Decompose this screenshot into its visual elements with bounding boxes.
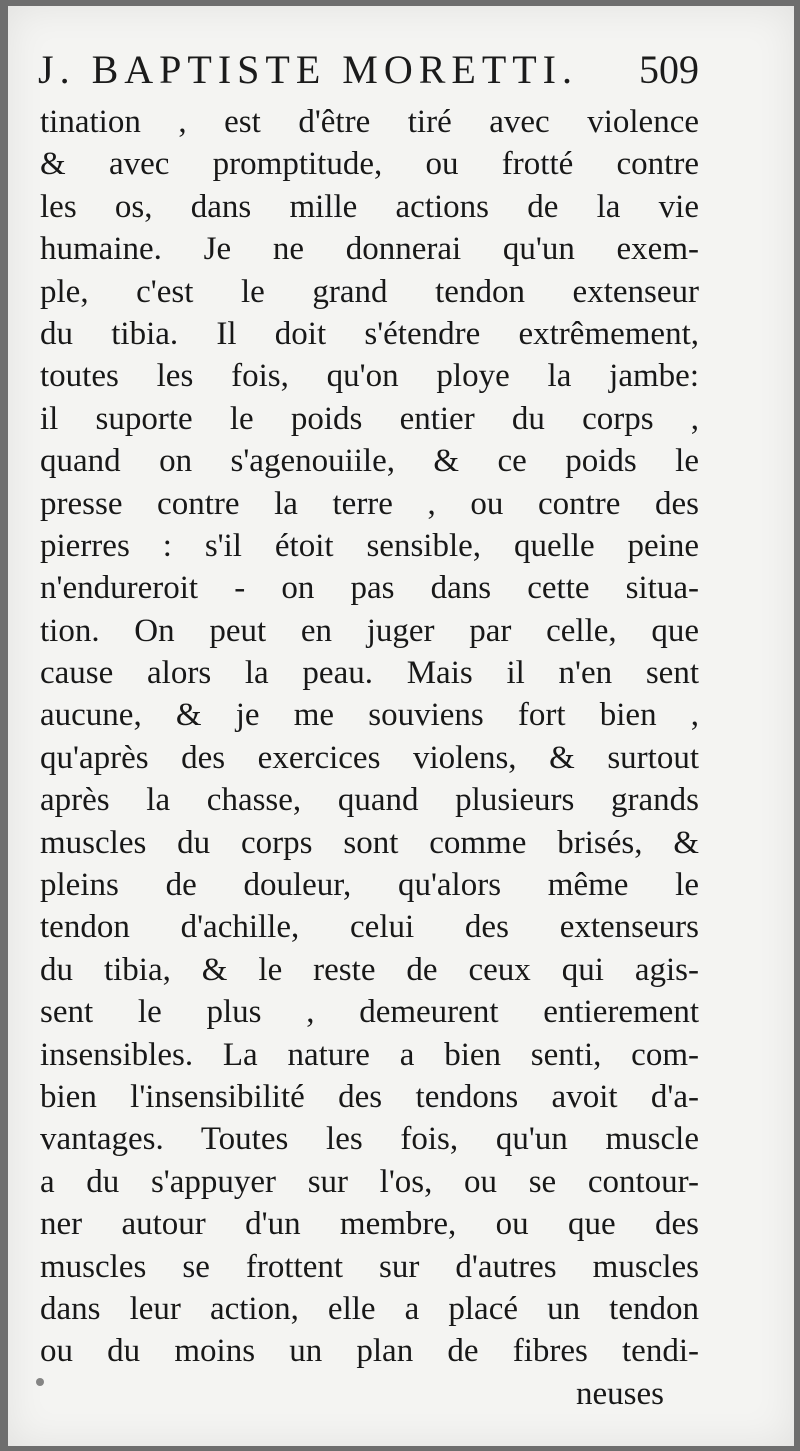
text-line: insensibles. La nature a bien senti, com- [40, 1036, 699, 1073]
text-line: presse contre la terre , ou contre des [40, 485, 699, 522]
text-line: tendon d'achille, celui des extenseurs [40, 909, 699, 946]
text-line: n'endureroit - on pas dans cette situa- [40, 570, 699, 607]
text-line: il suporte le poids entier du corps , [40, 400, 699, 437]
book-page [8, 6, 794, 1446]
text-line: vantages. Toutes les fois, qu'un muscle [40, 1121, 699, 1158]
text-line: du tibia, & le reste de ceux qui agis- [40, 951, 699, 988]
text-line: les os, dans mille actions de la vie [40, 188, 699, 225]
text-line: cause alors la peau. Mais il n'en sent [40, 655, 699, 692]
running-title: J. BAPTISTE MORETTI. [38, 47, 578, 92]
text-line: pierres : s'il étoit sensible, quelle peine [40, 527, 699, 564]
text-line: bien l'insensibilité des tendons avoit d'a- [40, 1078, 699, 1115]
text-line: après la chasse, quand plusieurs grands [40, 782, 699, 819]
text-line: ou du moins un plan de fibres tendi- [40, 1333, 699, 1370]
text-line: pleins de douleur, qu'alors même le [40, 867, 699, 904]
text-line: toutes les fois, qu'on ploye la jambe: [40, 358, 699, 395]
body-text [40, 101, 699, 1373]
text-line: quand on s'agenouiile, & ce poids le [40, 443, 699, 480]
text-line: aucune, & je me souviens fort bien , [40, 697, 699, 734]
text-line: muscles du corps sont comme brisés, & [40, 824, 699, 861]
text-line: a du s'appuyer sur l'os, ou se contour- [40, 1163, 699, 1200]
text-line: sent le plus , demeurent entierement [40, 994, 699, 1031]
text-line: humaine. Je ne donnerai qu'un exem- [40, 231, 699, 268]
page-number: 509 [639, 47, 699, 92]
text-line: & avec promptitude, ou frotté contre [40, 146, 699, 183]
text-line: qu'après des exercices violens, & surtout [40, 739, 699, 776]
text-line: du tibia. Il doit s'étendre extrêmement, [40, 315, 699, 352]
text-line: dans leur action, elle a placé un tendon [40, 1290, 699, 1327]
text-line: tination , est d'être tiré avec violence [40, 104, 699, 140]
catchword: neuses [576, 1376, 664, 1412]
ink-spot-mark [36, 1378, 44, 1386]
text-line: tion. On peut en juger par celle, que [40, 612, 699, 649]
text-line: ner autour d'un membre, ou que des [40, 1206, 699, 1243]
text-line: muscles se frottent sur d'autres muscles [40, 1248, 699, 1285]
text-line: ple, c'est le grand tendon extenseur [40, 273, 699, 310]
